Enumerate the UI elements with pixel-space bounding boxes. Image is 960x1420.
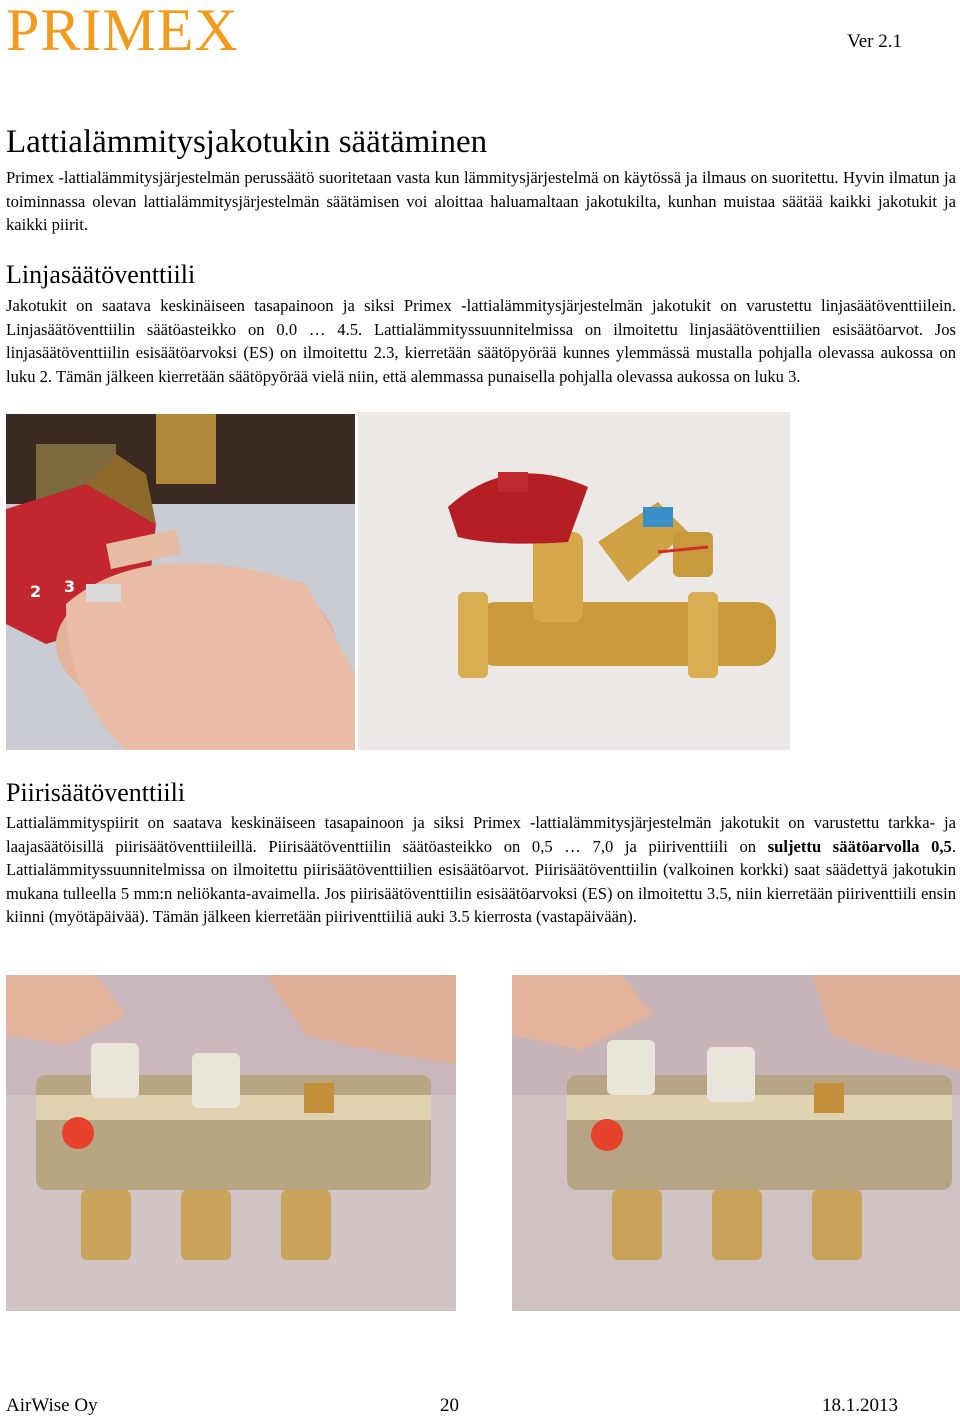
section-heading-piirisaato: Piirisäätöventtiili	[6, 778, 186, 807]
photo-valve-adjustment	[6, 414, 355, 750]
photo-balancing-valve	[358, 412, 790, 750]
brand-logo: PRIMEX	[6, 0, 239, 63]
dial-number-2: 2	[30, 582, 42, 601]
version-label: Ver 2.1	[847, 31, 902, 52]
page-title: Lattialämmitysjakotukin säätäminen	[6, 124, 488, 160]
footer-company: AirWise Oy	[6, 1395, 98, 1416]
footer-date: 18.1.2013	[822, 1395, 898, 1416]
section-body-linjasaato: Jakotukit on saatava keskinäiseen tasapainoon ja siksi Primex -lattialämmitysjärjestelmän jakotukit on varustettu linjasäätöventtiilein. Linjasäätöventtiilin säätöasteikko on 0.0 … 4.5. Lattialämmityssuunnitelmissa on ilmoitettu linjasäätöventtiilien esisäätöarvot. Jos linjasäätöventtiilin esisäätöarvoksi (ES) on ilmoitettu 2.3, kierretään säätöpyörää kunnes ylemmässä mustalla pohjalla olevassa aukossa on luku 2. Tämän jälkeen kierretään säätöpyörää vielä niin, että alemmassa punaisella pohjalla olevassa aukossa on luku 3.	[6, 296, 956, 386]
intro-paragraph: Primex -lattialämmitysjärjestelmän perussäätö suoritetaan vasta kun lämmitysjärjestelmä on käytössä ja ilmaus on suoritettu. Hyvin ilmatun ja toiminnassa olevan lattialämmitysjärjestelmän säätämisen voi aloittaa haluamaltaan jakotukilta, kunhan muistaa säätää kaikki jakotukit ja kaikki piirit.	[6, 168, 956, 234]
photo-manifold-left	[6, 975, 456, 1311]
section-heading-linjasaato: Linjasäätöventtiili	[6, 260, 196, 289]
section-body-piirisaato: Lattialämmityspiirit on saatava keskinäiseen tasapainoon ja siksi Primex -lattialämmitysjärjestelmän jakotukit on varustettu tarkka- ja laajasäätöisillä piirisäätöventtiileillä. Piirisäätöventtiilin säätöasteikko on 0,5 … 7,0 ja piiriventtiili on suljettu säätöarvolla 0,5. Lattialämmityssuunnitelmissa on ilmoitettu piirisäätöventtiilien esisäätöarvot. Piirisäätöventtiilin (valkoinen korkki) saat säädettyä jakotukin mukana tulleella 5 mm:n neliökanta-avaimella. Jos piirisäätöventtiilin esisäätöarvoksi (ES) on ilmoitettu 3.5, niin kierretään piiriventtiili ensin kiinni (myötäpäivää). Tämän jälkeen kierretään piiriventtiiliä auki 3.5 kierrosta (vastapäivään).	[6, 813, 956, 926]
footer-page-number: 20	[440, 1395, 459, 1416]
dial-number-3: 3	[64, 577, 76, 596]
photo-manifold-right	[512, 975, 960, 1311]
